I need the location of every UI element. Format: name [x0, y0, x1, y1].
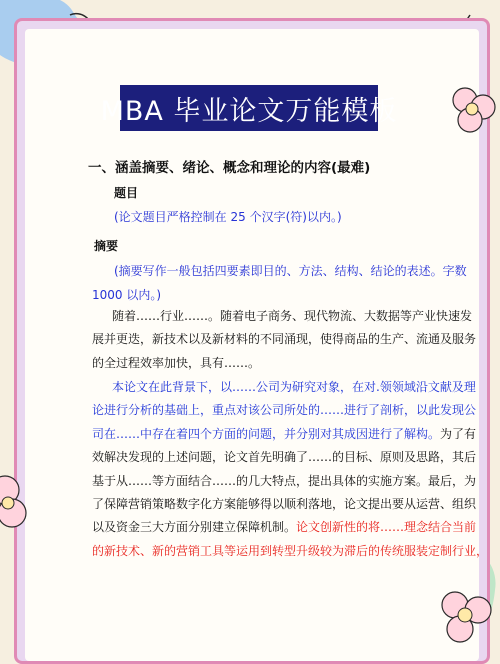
topic-label: 题目 [114, 186, 139, 200]
body-text: 以及资金三大方面分别建立保障机制。 [92, 520, 297, 535]
paragraph-line [92, 376, 476, 399]
abstract-note-line: (摘要写作一般包括四要素即目的、方法、结构、结论的表述。字数 [114, 264, 467, 278]
paragraph-research [92, 376, 489, 563]
paragraph-line [92, 516, 477, 539]
paragraph-line [92, 423, 477, 446]
highlight-red-text: 的新技术、新的营销工具等运用到转型升级较为滞后的传统服装定制行业， [92, 543, 489, 558]
flower-decoration-left [0, 475, 35, 535]
flower-decoration-bottom-right [430, 585, 500, 647]
section-heading: 一、涵盖摘要、绪论、概念和理论的内容(最难) [88, 160, 371, 176]
paragraph-line [92, 446, 477, 469]
flower-decoration-top-right [445, 85, 500, 135]
paragraph-line: 的全过程效率加快，具有……。 [92, 355, 261, 370]
paragraph-line: 展并更迭，新技术以及新材料的不同涌现，使得商品的生产、流通及服务 [92, 332, 477, 347]
body-text: 基于从……等方面结合……的几大特点，提出具体的实施方案。最后，为 [92, 473, 477, 488]
paragraph-line [92, 493, 477, 516]
body-text: 为了有 [440, 426, 477, 441]
paragraph-background [92, 305, 477, 375]
highlight-blue-text: 本论文在此背景下，以……公司为研究对象，在对.领领域沿文献及理 [112, 380, 476, 394]
paragraph-line [92, 540, 489, 563]
abstract-note [92, 259, 467, 307]
body-text: 效解决发现的上述问题，论文首先明确了……的目标、原则及思路，其后 [92, 450, 477, 465]
highlight-blue-text: 论进行分析的基础上，重点对该公司所处的……进行了剖析，以此发现公 [92, 403, 477, 418]
body-text: 了保障营销策略数字化方案能够得以顺利落地，论文提出要从运营、组织 [92, 496, 477, 511]
paragraph-line [92, 399, 477, 422]
highlight-red-text: 论文创新性的将……理念结合当前 [296, 520, 477, 535]
topic-note: (论文题目严格控制在 25 个汉字(符)以内。) [114, 210, 342, 224]
abstract-label: 摘要 [94, 239, 119, 253]
paragraph-line: 随着……行业……。随着电子商务、现代物流、大数据等产业快速发 [112, 309, 473, 323]
abstract-note-line: 1000 以内。) [92, 288, 162, 302]
document-title: MBA 毕业论文万能模板 [120, 85, 378, 131]
highlight-blue-text: 司在……中存在着四个方面的问题，并分别对其成因进行了解构。 [92, 426, 441, 441]
paragraph-line [92, 470, 477, 493]
